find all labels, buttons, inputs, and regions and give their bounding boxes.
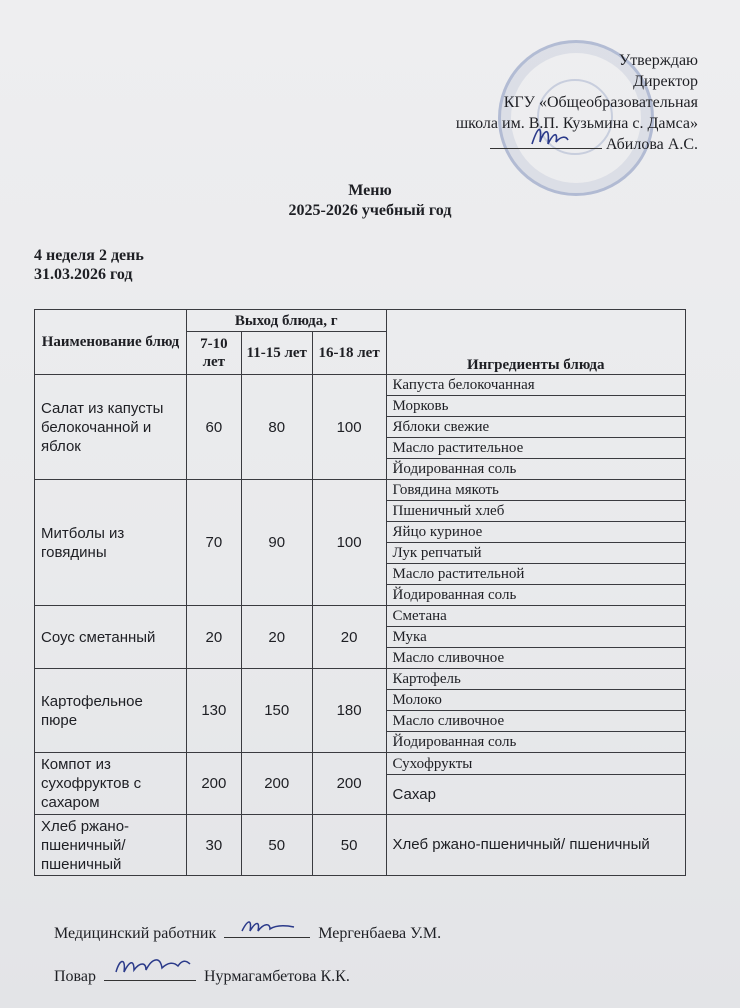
ingredient: Йодированная соль (386, 732, 685, 753)
portion-16-18: 100 (312, 375, 386, 480)
ingredient: Масло сливочное (386, 711, 685, 732)
approval-block (456, 50, 698, 155)
portion-7-10: 200 (186, 753, 241, 815)
portion-11-15: 200 (241, 753, 312, 815)
header-age-16-18: 16-18 лет (312, 332, 386, 375)
ingredient: Капуста белокочанная (386, 375, 685, 396)
ingredient: Йодированная соль (386, 585, 685, 606)
portion-11-15: 90 (241, 480, 312, 606)
cook-label: Повар (54, 968, 96, 985)
portion-16-18: 200 (312, 753, 386, 815)
ingredient: Картофель (386, 669, 685, 690)
school-year: 2025-2026 учебный год (288, 202, 452, 219)
cook-signature (104, 966, 196, 981)
header-ingredients: Ингредиенты блюда (386, 310, 685, 375)
ingredient: Говядина мякоть (386, 480, 685, 501)
dish-name: Картофельное пюре (35, 669, 187, 753)
week-day: 4 неделя 2 день (34, 247, 144, 264)
portion-7-10: 70 (186, 480, 241, 606)
menu-table (34, 309, 686, 876)
approval-signature-line (490, 134, 698, 155)
cook-name: Нурмагамбетова К.К. (204, 968, 350, 985)
ingredient: Яйцо куриное (386, 522, 685, 543)
ingredient: Мука (386, 627, 685, 648)
director-signature (490, 134, 602, 149)
ingredient: Йодированная соль (386, 459, 685, 480)
portion-11-15: 20 (241, 606, 312, 669)
portion-16-18: 50 (312, 815, 386, 876)
ingredient: Лук репчатый (386, 543, 685, 564)
approval-school: школа им. В.П. Кузьмина с. Дамса» (455, 115, 698, 132)
portion-11-15: 80 (241, 375, 312, 480)
director-name: Абилова А.С. (605, 136, 698, 153)
portion-16-18: 20 (312, 606, 386, 669)
header-dish-name: Наименование блюд (35, 310, 187, 375)
dish-name: Соус сметанный (35, 606, 187, 669)
ingredient: Масло растительное (386, 438, 685, 459)
ingredient: Сметана (386, 606, 685, 627)
portion-11-15: 150 (241, 669, 312, 753)
ingredient: Морковь (386, 396, 685, 417)
dish-name: Хлеб ржано-пшеничный/ пшеничный (35, 815, 187, 876)
ingredient: Пшеничный хлеб (386, 501, 685, 522)
portion-11-15: 50 (241, 815, 312, 876)
header-age-7-10: 7-10 лет (186, 332, 241, 375)
header-age-11-15: 11-15 лет (241, 332, 312, 375)
medic-label: Медицинский работник (54, 925, 217, 942)
header-output: Выход блюда, г (186, 310, 386, 332)
ingredient: Масло сливочное (386, 648, 685, 669)
approval-word: Утверждаю (618, 52, 698, 69)
medic-name: Мергенбаева У.М. (318, 925, 442, 942)
menu-title: Меню (348, 182, 392, 199)
portion-16-18: 100 (312, 480, 386, 606)
portion-7-10: 130 (186, 669, 241, 753)
approval-org: КГУ «Общеобразовательная (503, 94, 698, 111)
ingredient: Масло растительной (386, 564, 685, 585)
approval-position: Директор (633, 73, 698, 90)
ingredient: Хлеб ржано-пшеничный/ пшеничный (386, 815, 685, 876)
ingredient: Сухофрукты (386, 753, 685, 775)
portion-7-10: 30 (186, 815, 241, 876)
portion-16-18: 180 (312, 669, 386, 753)
medic-signature-row (54, 923, 441, 944)
dish-name: Салат из капусты белокочанной и яблок (35, 375, 187, 480)
ingredient: Сахар (386, 775, 685, 815)
medic-signature (224, 923, 310, 938)
dish-name: Компот из сухофруктов с сахаром (35, 753, 187, 815)
cook-signature-row (54, 966, 350, 987)
ingredient: Яблоки свежие (386, 417, 685, 438)
schedule-info (34, 246, 144, 284)
menu-date: 31.03.2026 год (34, 266, 133, 283)
portion-7-10: 60 (186, 375, 241, 480)
portion-7-10: 20 (186, 606, 241, 669)
dish-name: Митболы из говядины (35, 480, 187, 606)
ingredient: Молоко (386, 690, 685, 711)
